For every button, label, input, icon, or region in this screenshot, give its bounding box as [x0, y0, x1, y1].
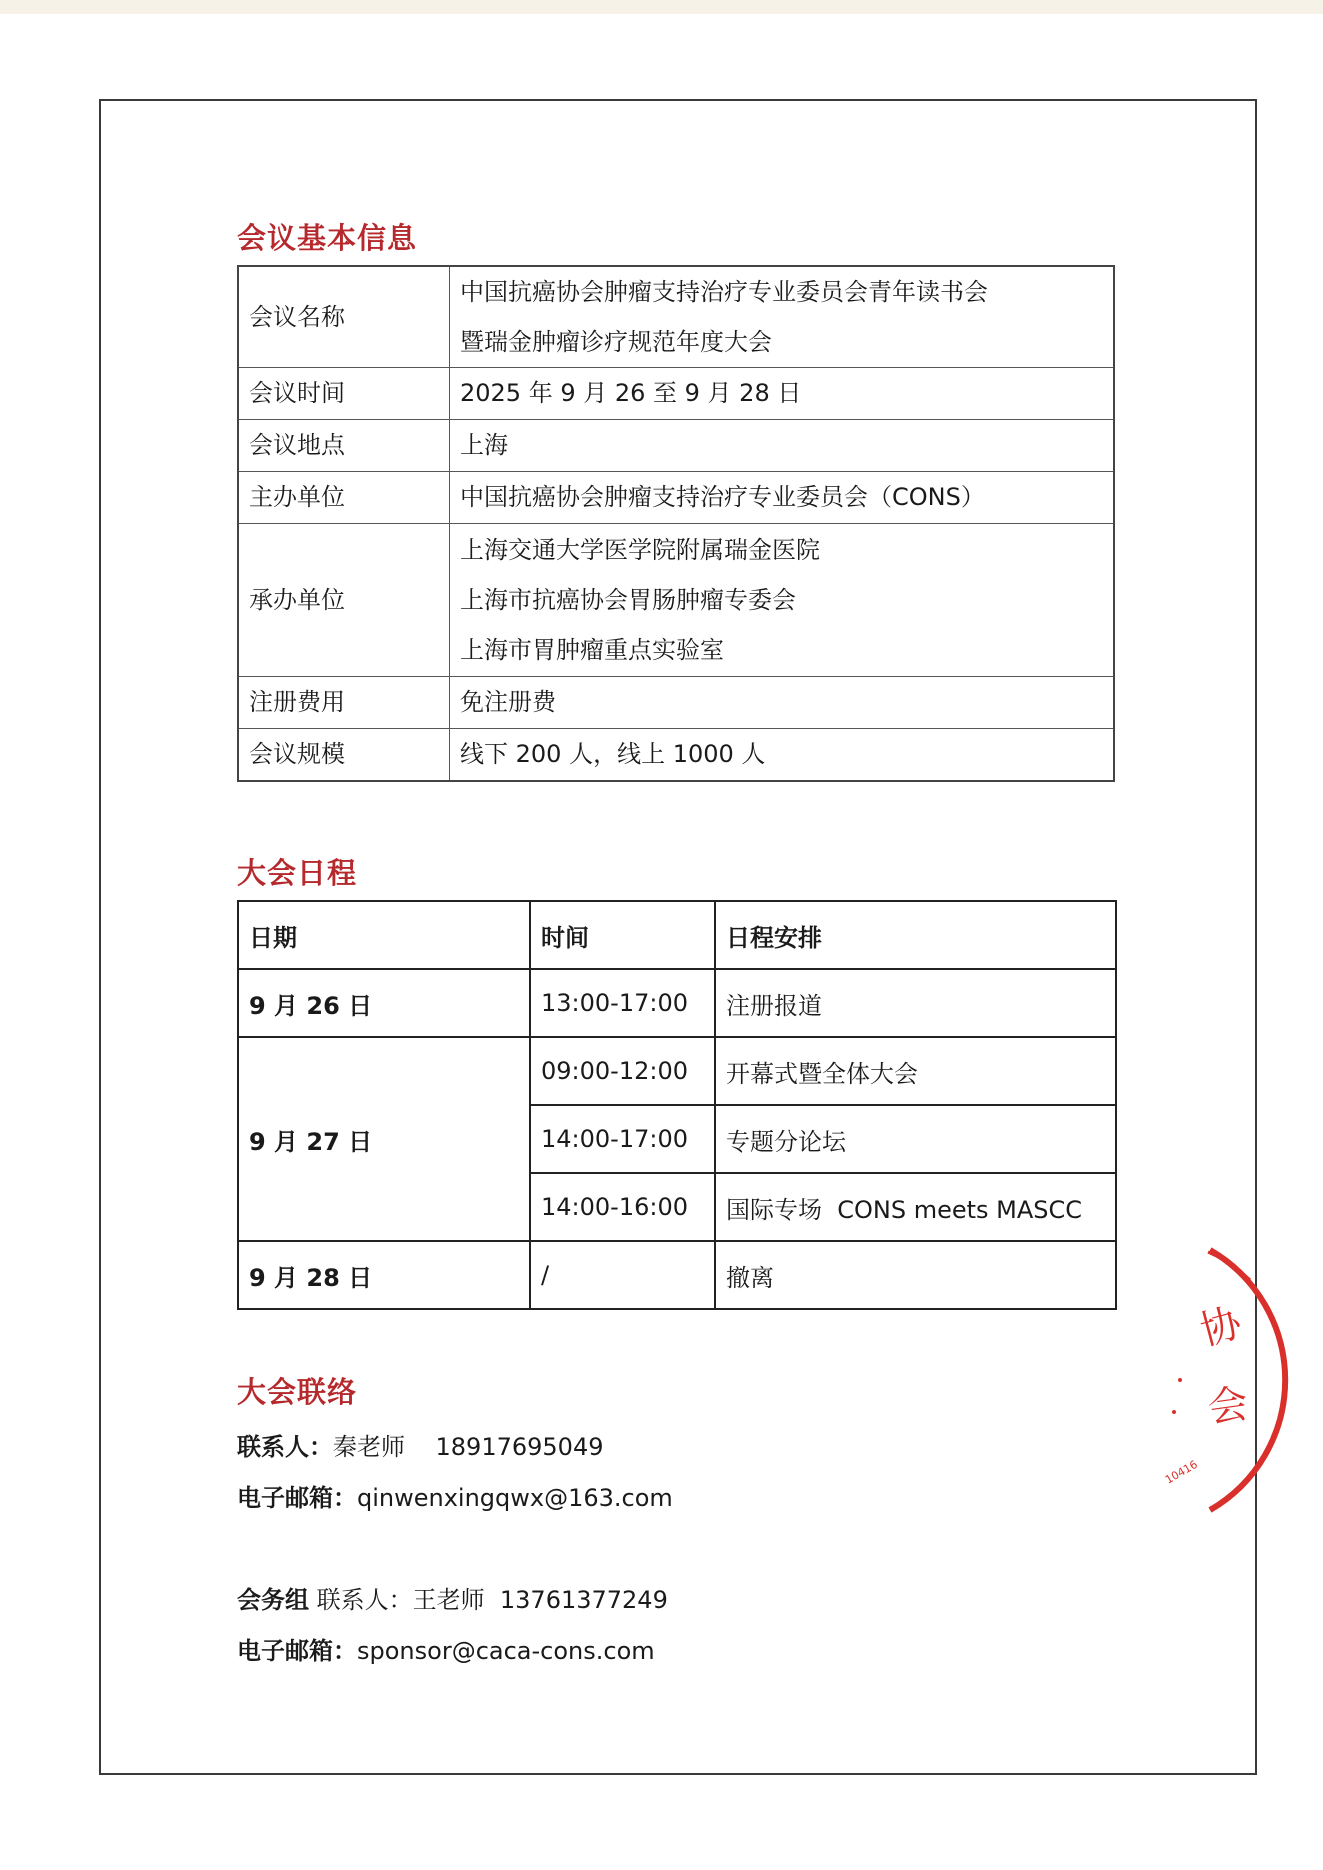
date-cell: 9 月 27 日 — [238, 1037, 530, 1241]
value-line: 上海市胃肿瘤重点实验室 — [460, 636, 724, 664]
row-value: 上海 — [450, 420, 1115, 472]
office-contact-value: 联系人：王老师 13761377249 — [309, 1586, 668, 1614]
column-header-time: 时间 — [530, 901, 715, 969]
column-header-date: 日期 — [238, 901, 530, 969]
agenda-cell: 注册报道 — [715, 969, 1116, 1037]
table-row — [238, 729, 1114, 782]
row-value — [450, 524, 1115, 677]
date-cell: 9 月 26 日 — [238, 969, 530, 1037]
email-label: 电子邮箱： — [237, 1637, 357, 1665]
row-value — [450, 266, 1115, 368]
row-label: 承办单位 — [238, 524, 450, 677]
row-label: 注册费用 — [238, 677, 450, 729]
row-label: 主办单位 — [238, 472, 450, 524]
value-line: 上海市抗癌协会胃肠肿瘤专委会 — [460, 586, 796, 614]
office-label: 会务组 — [237, 1586, 309, 1614]
value-line: 暨瑞金肿瘤诊疗规范年度大会 — [460, 328, 772, 356]
time-cell: 13:00-17:00 — [530, 969, 715, 1037]
table-row — [238, 472, 1114, 524]
row-value: 线下 200 人，线上 1000 人 — [450, 729, 1115, 782]
email-value[interactable]: qinwenxingqwx@163.com — [357, 1484, 673, 1512]
table-row — [238, 969, 1116, 1037]
time-cell: 14:00-17:00 — [530, 1105, 715, 1173]
seal-ring — [1210, 1250, 1285, 1510]
agenda-cell: 开幕式暨全体大会 — [715, 1037, 1116, 1105]
row-label: 会议地点 — [238, 420, 450, 472]
value-line: 上海交通大学医学院附属瑞金医院 — [460, 536, 820, 564]
seal-number: 10416 — [1163, 1457, 1200, 1487]
seal-dot — [1172, 1410, 1176, 1414]
table-header-row — [238, 901, 1116, 969]
value-line: 中国抗癌协会肿瘤支持治疗专业委员会青年读书会 — [460, 278, 988, 306]
email-value[interactable]: sponsor@caca-cons.com — [357, 1637, 655, 1665]
time-cell: / — [530, 1241, 715, 1309]
agenda-cell: 撤离 — [715, 1241, 1116, 1309]
table-row — [238, 524, 1114, 677]
email-label: 电子邮箱： — [237, 1484, 357, 1512]
section-title-basic-info: 会议基本信息 — [237, 221, 418, 255]
red-seal-stamp — [1150, 1240, 1310, 1530]
contact-value: 秦老师 18917695049 — [333, 1433, 604, 1461]
conference-office-line — [237, 1580, 668, 1615]
row-label: 会议名称 — [238, 266, 450, 368]
time-cell: 14:00-16:00 — [530, 1173, 715, 1241]
agenda-cell: 国际专场 CONS meets MASCC — [715, 1173, 1116, 1241]
seal-char: 协 — [1195, 1299, 1247, 1355]
section-title-contact: 大会联络 — [237, 1375, 358, 1409]
section-title-schedule: 大会日程 — [237, 856, 358, 890]
agenda-cell: 专题分论坛 — [715, 1105, 1116, 1173]
row-label: 会议规模 — [238, 729, 450, 782]
table-row — [238, 266, 1114, 368]
table-row — [238, 1241, 1116, 1309]
table-row — [238, 420, 1114, 472]
basic-info-table — [237, 265, 1115, 782]
table-row — [238, 368, 1114, 420]
email-line-2 — [237, 1631, 655, 1666]
time-cell: 09:00-12:00 — [530, 1037, 715, 1105]
scan-top-band — [0, 0, 1323, 14]
seal-char: 会 — [1204, 1380, 1252, 1432]
date-cell: 9 月 28 日 — [238, 1241, 530, 1309]
contact-person-line — [237, 1427, 603, 1462]
seal-dot — [1178, 1378, 1182, 1382]
row-value: 免注册费 — [450, 677, 1115, 729]
row-value: 中国抗癌协会肿瘤支持治疗专业委员会（CONS） — [450, 472, 1115, 524]
table-row — [238, 1037, 1116, 1105]
column-header-agenda: 日程安排 — [715, 901, 1116, 969]
email-line — [237, 1478, 673, 1513]
table-row — [238, 677, 1114, 729]
row-label: 会议时间 — [238, 368, 450, 420]
row-value: 2025 年 9 月 26 至 9 月 28 日 — [450, 368, 1115, 420]
schedule-table — [237, 900, 1117, 1310]
contact-label: 联系人： — [237, 1433, 333, 1461]
